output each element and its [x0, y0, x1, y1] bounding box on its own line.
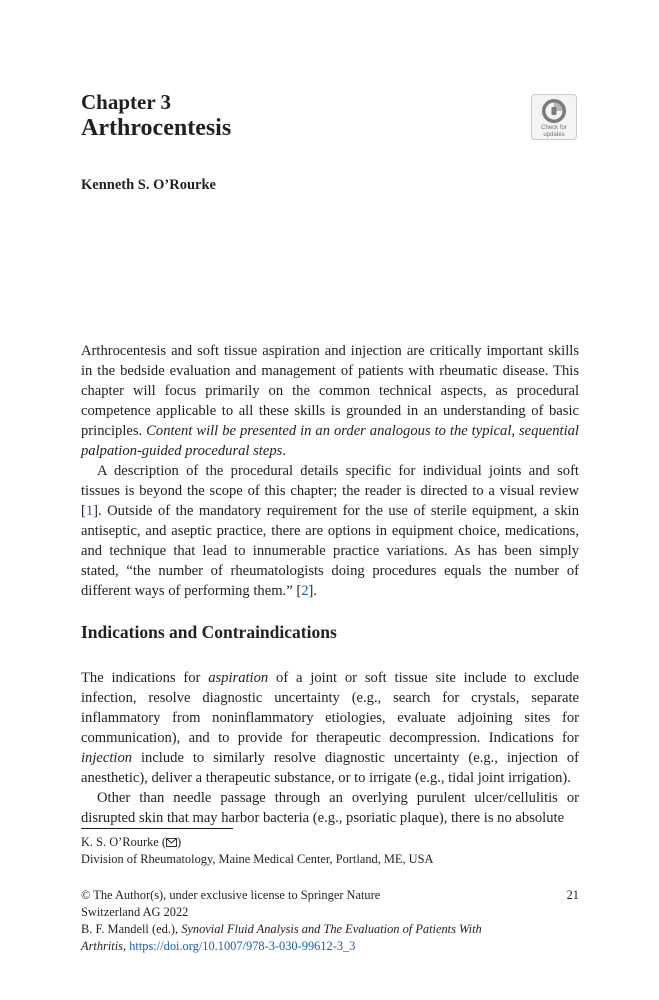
intro-paragraph-1 — [81, 341, 579, 461]
page — [81, 0, 579, 1000]
footnote-author-end: ) — [177, 835, 182, 849]
chapter-title: Arthrocentesis — [81, 115, 232, 141]
copyright-line-1: © The Author(s), under exclusive license to Springer Nature — [81, 888, 381, 902]
section-p1-c: include to similarly resolve diagnostic uncertainty (e.g., injection of anesthetic), deliver a therapeutic substance, or to irrigate (e.g., tidal joint irrigation). — [81, 750, 579, 786]
citation-line-1 — [81, 921, 579, 938]
page-number: 21 — [566, 888, 579, 902]
section-p1-b: of a joint or soft tissue site include to exclude infection, resolve diagnostic uncertainty (e.g., search for crystals, separate inflammatory from noninflammatory etiologies, evaluate adjoining sites for communication), and to provide for therapeutic decompression. Indications for — [81, 670, 579, 746]
section-paragraph-1 — [81, 668, 579, 788]
chapter-label: Chapter 3 — [81, 90, 172, 114]
section-p1-italic-injection: injection — [81, 750, 133, 766]
page-footer — [81, 887, 579, 955]
citation-line-2 — [81, 938, 579, 955]
intro-p2-c: ]. — [308, 583, 317, 599]
footnote-affiliation: Division of Rheumatology, Maine Medical Center, Portland, ME, USA — [81, 852, 434, 866]
footnote-divider — [81, 828, 233, 829]
section-p1-italic-aspiration: aspiration — [208, 670, 269, 686]
citation-editor: B. F. Mandell (ed.), — [81, 922, 182, 936]
copyright-line-2: Switzerland AG 2022 — [81, 905, 189, 919]
doi-link[interactable]: https://doi.org/10.1007/978-3-030-99612-3_3 — [129, 939, 356, 953]
envelope-icon[interactable] — [166, 838, 177, 847]
copyright-line-1-row — [81, 887, 579, 904]
citation-book-title-1: Synovial Fluid Analysis and The Evaluation of Patients With — [181, 922, 482, 936]
footnote-author: K. S. O’Rourke ( — [81, 835, 167, 849]
intro-p1-italic: Content will be presented in an order analogous to the typical, sequential palpation-guided procedural steps — [81, 423, 579, 459]
section-text — [81, 668, 579, 828]
footnote — [81, 834, 579, 868]
intro-p2-b: ]. Outside of the mandatory requirement for the use of sterile equipment, a skin antiseptic, and aseptic practice, there are options in equipment choice, medications, and technique that lead to innumerable practice variations. As has been simply stated, “the number of rheumatologists doing procedures equals the number of different ways of performing them.” [ — [81, 503, 579, 599]
intro-paragraph-2 — [81, 461, 579, 601]
section-paragraph-2: Other than needle passage through an overlying purulent ulcer/cellulitis or disrupted skin that may harbor bacteria (e.g., psoriatic plaque), there is no absolute — [81, 790, 579, 826]
intro-p2-a: A description of the procedural details specific for individual joints and soft tissues is beyond the scope of this chapter; the reader is directed to a visual review [ — [81, 463, 579, 519]
section-p1-a: The indications for — [81, 670, 209, 686]
footnote-author-line — [81, 834, 579, 851]
intro-p1-text: Arthrocentesis and soft tissue aspiration and injection are critically important skills in the bedside evaluation and management of patients with rheumatic disease. This chapter will focus primarily on the common technical aspects, as procedural competence applicable to all these skills is grounded in an understanding of basic principles. — [81, 343, 579, 439]
reference-link-1[interactable]: 1 — [85, 503, 94, 519]
section-heading: Indications and Contraindications — [81, 622, 337, 642]
check-for-updates-badge[interactable] — [531, 94, 577, 140]
badge-text-line1: Check for — [541, 125, 567, 131]
check-for-updates-icon — [541, 98, 567, 124]
citation-separator: , — [123, 939, 130, 953]
intro-text — [81, 341, 579, 601]
intro-p1-end: . — [282, 443, 286, 459]
citation-book-title-2: Arthritis — [81, 939, 123, 953]
reference-link-2[interactable]: 2 — [301, 583, 309, 599]
author-name: Kenneth S. O’Rourke — [81, 177, 216, 193]
badge-text-line2: updates — [543, 132, 565, 138]
